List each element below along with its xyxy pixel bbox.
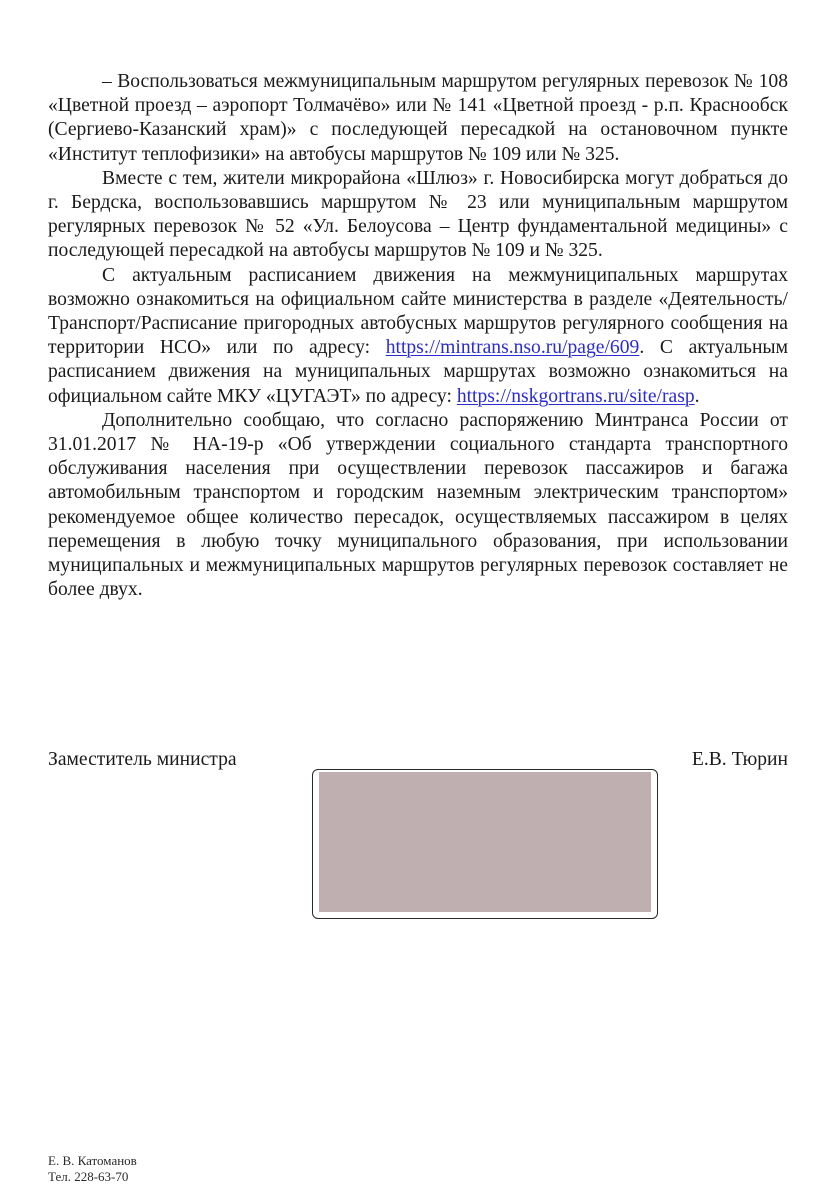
- schedule-text-3: .: [694, 385, 700, 407]
- paragraph-transfer-standard: Дополнительно сообщаю, что согласно распоряжению Минтранса России от 31.01.2017 № НА-19-р «Об утверждении социального стандарта транспортного обслуживания населения при осуществлении перевозок пассажиров и багажа автомобильным транспортом и городским наземным электрическим транспортом» рекомендуемое общее количество пересадок, осуществляемых пассажиром в целях перемещения в любую точку муниципального образования, при использовании муниципальных и межмуниципальных маршрутов регулярных перевозок составляет не более двух.: [48, 409, 788, 601]
- schedule-text-2: . С актуальным расписанием движения на муниципальных маршрутах возможно ознакомиться на официальном сайте МКУ «ЦУГАЭТ» по адресу:: [48, 337, 789, 407]
- signatory-position: Заместитель министра: [48, 749, 237, 770]
- executor-name: Е. В. Катоманов: [48, 1153, 137, 1168]
- schedule-text-1: С актуальным расписанием движения на межмуниципальных маршрутах возможно ознакомиться на официальном сайте министерства в разделе «Деятельность/Транспорт/Расписание пригородных автобусных маршрутов регулярного сообщения на территории НСО» или по адресу:: [48, 264, 788, 359]
- letter-body: [48, 70, 788, 602]
- executor-phone: Тел. 228-63-70: [48, 1169, 129, 1184]
- paragraph-schedule-info: [48, 264, 788, 409]
- executor-footer: [48, 1153, 137, 1185]
- nskgortrans-link[interactable]: https://nskgortrans.ru/site/rasp: [456, 385, 695, 407]
- signatory-name: Е.В. Тюрин: [691, 749, 788, 770]
- mintrans-link[interactable]: https://mintrans.nso.ru/page/609: [385, 337, 640, 359]
- redacted-signature-stamp: [312, 769, 658, 919]
- paragraph-shluz-residents: Вместе с тем, жители микрорайона «Шлюз» г. Новосибирска могут добраться до г. Бердска, воспользовавшись маршрутом № 23 или муниципальным маршрутом регулярных перевозок № 52 «Ул. Белоусова – Центр фундаментальной медицины» с последующей пересадкой на автобусы маршрутов № 109 и № 325.: [48, 167, 788, 262]
- paragraph-route-option: – Воспользоваться межмуниципальным маршрутом регулярных перевозок № 108 «Цветной проезд – аэропорт Толмачёво» или № 141 «Цветной проезд - р.п. Краснообск (Сергиево-Казанский храм)» с последующей пересадкой на остановочном пункте «Институт теплофизики» на автобусы маршрутов № 109 или № 325.: [48, 71, 788, 165]
- redaction-block: [319, 772, 651, 912]
